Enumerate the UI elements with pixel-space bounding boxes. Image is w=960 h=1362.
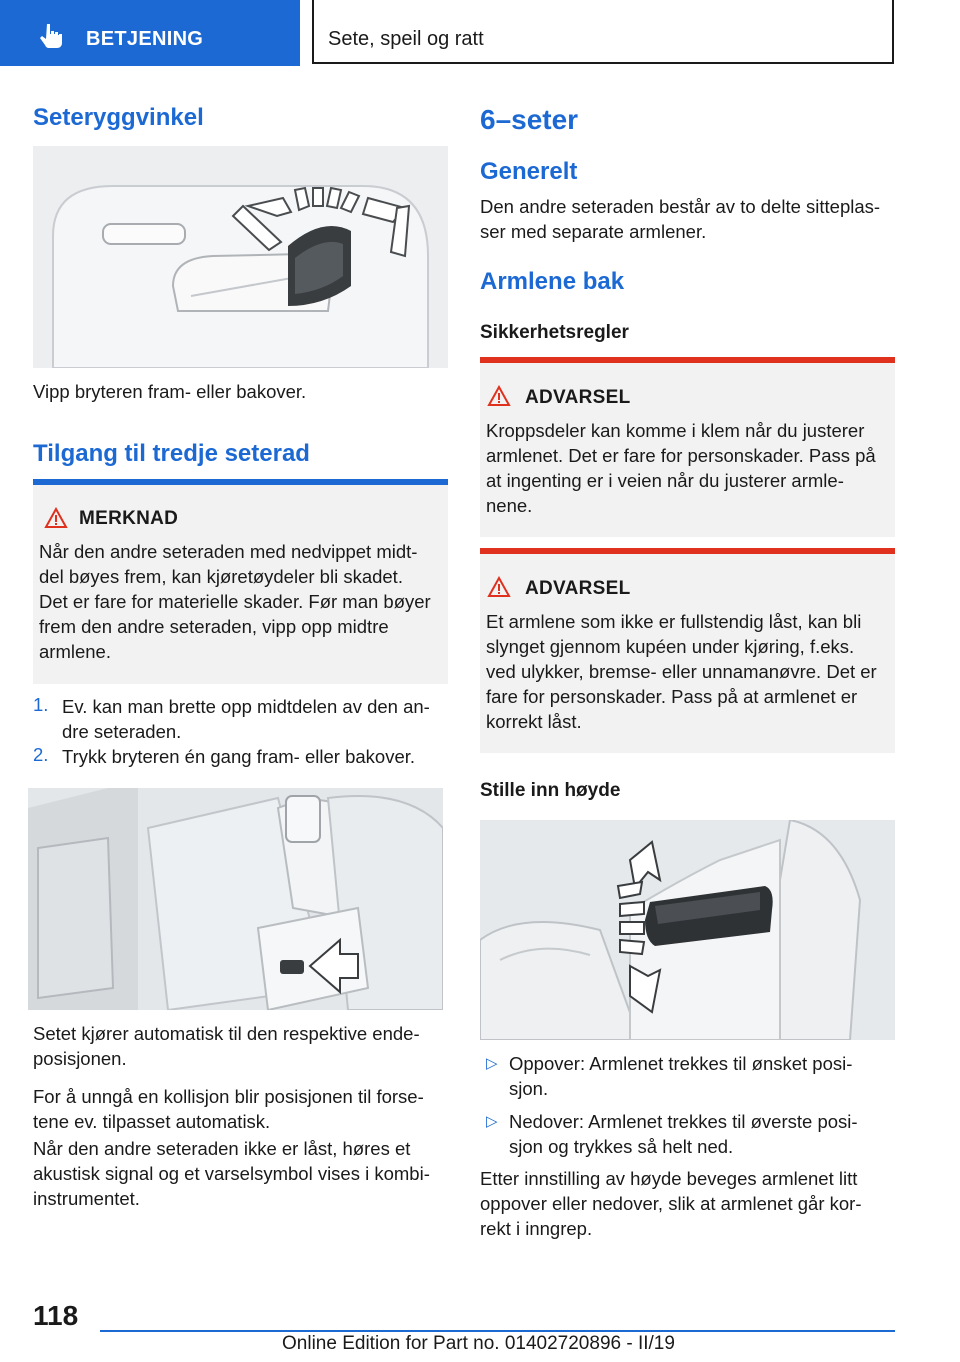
- text-line: For å unngå en kollisjon blir posisjonen til forse-: [33, 1086, 424, 1107]
- warning-box-1: [480, 357, 895, 537]
- paragraph-after-adjust: [480, 1166, 900, 1241]
- warning-title: ADVARSEL: [525, 387, 631, 408]
- warning-bar: [480, 357, 895, 363]
- warning-line: korrekt låst.: [486, 711, 582, 732]
- hand-pointer-icon: [38, 22, 64, 48]
- heading-general: Generelt: [480, 158, 578, 185]
- warning-line: at ingenting er i veien når du justerer armle-: [486, 470, 844, 491]
- text-line: Den andre seteraden består av to delte sitteplas-: [480, 196, 881, 217]
- text-line: Setet kjører automatisk til den respektive ende-: [33, 1023, 420, 1044]
- heading-seat-back-angle: Seteryggvinkel: [33, 104, 204, 131]
- paragraph-collision: [33, 1084, 453, 1134]
- triangle-bullet-icon: ▷: [486, 1113, 498, 1130]
- section-tab[interactable]: [0, 0, 300, 66]
- warning-triangle-icon: [44, 507, 68, 529]
- step-item: [33, 744, 453, 770]
- note-line: armlene.: [39, 641, 111, 662]
- text-line: tene ev. tilpasset automatisk.: [33, 1111, 271, 1132]
- steps-list: [33, 694, 453, 770]
- step-number: 1.: [33, 694, 49, 715]
- text-line: rekt i inngrep.: [480, 1218, 593, 1239]
- warning-line: fare for personskader. Pass på at armlenet er: [486, 686, 858, 707]
- warning-triangle-icon: [487, 576, 511, 598]
- text-line: Etter innstilling av høyde beveges armlenet litt: [480, 1168, 858, 1189]
- note-line: Når den andre seteraden med nedvippet midt-: [39, 541, 418, 562]
- paragraph-auto-position: [33, 1021, 453, 1071]
- seat-switch-image: [33, 146, 448, 368]
- text-line: akustisk signal og et varselsymbol vises i kombi-: [33, 1163, 430, 1184]
- bullet-line: sjon og trykkes så helt ned.: [509, 1136, 734, 1157]
- step-line: Ev. kan man brette opp midtdelen av den an-: [62, 696, 430, 717]
- note-line: frem den andre seteraden, vipp opp midtre: [39, 616, 389, 637]
- heading-third-row-access: Tilgang til tredje seterad: [33, 440, 310, 467]
- warning-triangle-icon: [487, 385, 511, 407]
- note-bar: [33, 479, 448, 485]
- general-text: [480, 194, 900, 244]
- warning-bar: [480, 548, 895, 554]
- text-line: oppover eller nedover, slik at armlenet går kor-: [480, 1193, 862, 1214]
- footer-rule: [100, 1330, 895, 1332]
- note-box: [33, 479, 448, 684]
- warning-line: slynget gjennom kupéen under kjøring, f.eks.: [486, 636, 855, 657]
- note-line: Det er fare for materielle skader. Før man bøyer: [39, 591, 431, 612]
- heading-rear-armrest: Armlene bak: [480, 268, 625, 295]
- paragraph-not-locked: [33, 1136, 453, 1211]
- triangle-bullet-icon: ▷: [486, 1055, 498, 1072]
- heading-set-height: Stille inn høyde: [480, 780, 621, 801]
- edition-info: Online Edition for Part no. 01402720896 - II/19: [282, 1333, 675, 1354]
- page-number: 118: [33, 1300, 79, 1331]
- step-item: [33, 694, 453, 744]
- seat-caption: Vipp bryteren fram- eller bakover.: [33, 381, 307, 402]
- bullet-item: [480, 1109, 900, 1164]
- note-body: [39, 539, 444, 664]
- chapter-title-box: [312, 0, 894, 64]
- warning-line: nene.: [486, 495, 533, 516]
- warning-line: Kroppsdeler kan komme i klem når du justerer: [486, 420, 865, 441]
- step-line: Trykk bryteren én gang fram- eller bakover.: [62, 746, 416, 767]
- section-label: BETJENING: [86, 28, 204, 50]
- heading-6-seater: 6–seter: [480, 104, 579, 135]
- bullet-line: Oppover: Armlenet trekkes til ønsket posi-: [509, 1053, 853, 1074]
- chapter-title: Sete, speil og ratt: [328, 28, 484, 50]
- warning-line: ved ulykker, bremse- eller unnamanøvre. Det er: [486, 661, 877, 682]
- heading-safety-rules: Sikkerhetsregler: [480, 322, 629, 343]
- text-line: instrumentet.: [33, 1188, 140, 1209]
- warning-title: ADVARSEL: [525, 578, 631, 599]
- step-line: dre seteraden.: [62, 721, 182, 742]
- bullet-item: [480, 1051, 900, 1101]
- bullet-line: Nedover: Armlenet trekkes til øverste posi-: [509, 1111, 858, 1132]
- warning-body: [486, 609, 891, 734]
- note-line: del bøyes frem, kan kjøretøydeler bli skadet.: [39, 566, 403, 587]
- text-line: ser med separate armlener.: [480, 221, 707, 242]
- armrest-height-image: [480, 820, 895, 1040]
- second-row-switch-image: [28, 788, 443, 1010]
- step-number: 2.: [33, 744, 49, 765]
- note-title: MERKNAD: [79, 508, 179, 529]
- warning-body: [486, 418, 891, 518]
- text-line: Når den andre seteraden ikke er låst, høres et: [33, 1138, 411, 1159]
- warning-box-2: [480, 548, 895, 753]
- text-line: posisjonen.: [33, 1048, 127, 1069]
- height-bullets: [480, 1051, 900, 1164]
- warning-line: armlenet. Det er fare for personskader. Pass på: [486, 445, 876, 466]
- warning-line: Et armlene som ikke er fullstendig låst, kan bli: [486, 611, 862, 632]
- bullet-line: sjon.: [509, 1078, 549, 1099]
